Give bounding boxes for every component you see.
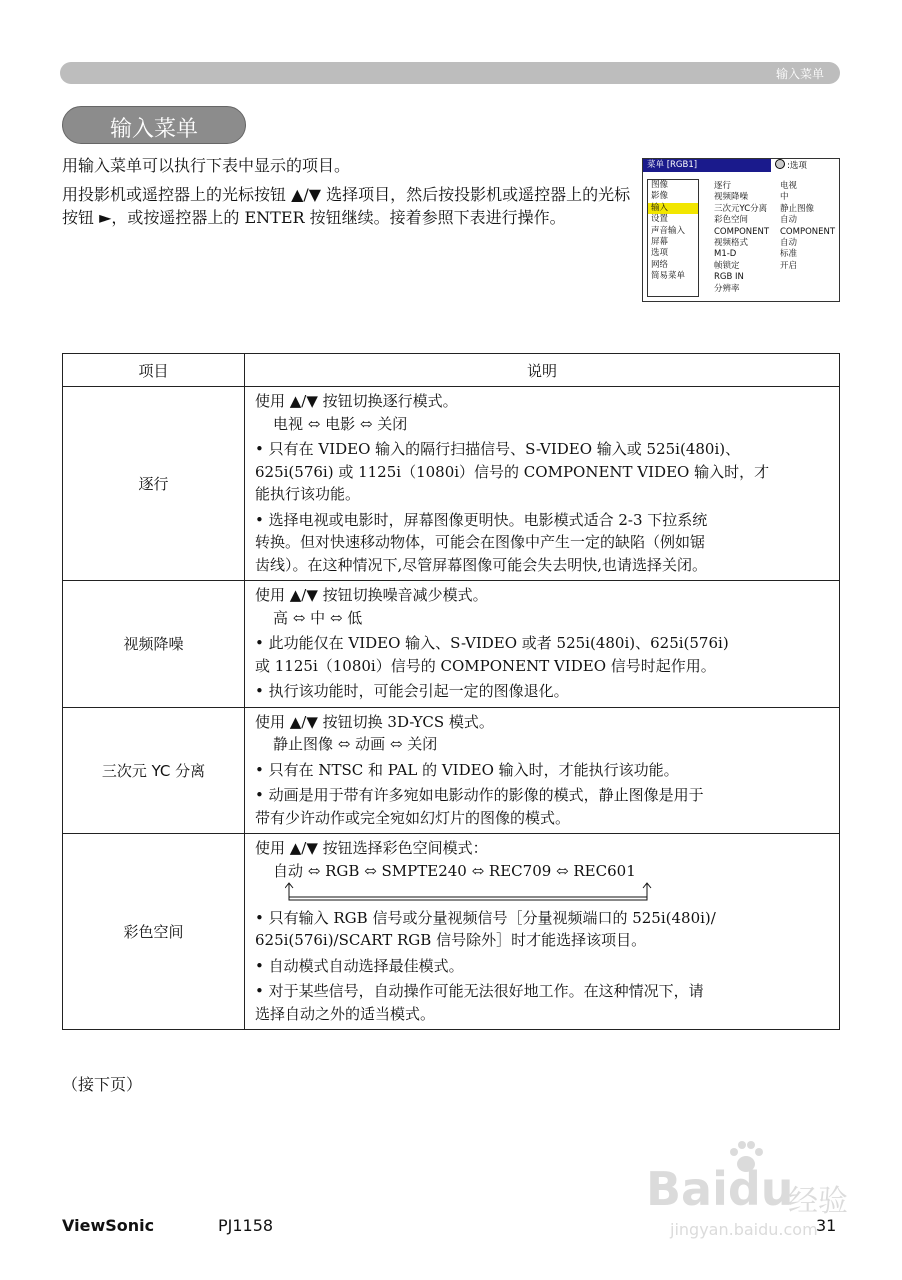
bullet-line: • 对于某些信号，自动操作可能无法很好地工作。在这种情况下，请 bbox=[255, 982, 704, 1000]
menu-category-item: 屏幕 bbox=[651, 236, 669, 247]
column-header-description: 说明 bbox=[245, 354, 840, 387]
row-lead-text: 使用 ▲/▼ 按钮切换噪音减少模式。 bbox=[255, 586, 488, 604]
column-header-item: 项目 bbox=[63, 354, 245, 387]
menu-category-item: 简易菜单 bbox=[651, 271, 686, 282]
mode-cycle-text: 自动 ⬄ RGB ⬄ SMPTE240 ⬄ REC709 ⬄ REC601 bbox=[273, 861, 636, 880]
bullet-line: 625i(576i)/SCART RGB 信号除外］时才能选择该项目。 bbox=[255, 931, 647, 949]
intro-paragraph-2: 用投影机或遥控器上的光标按钮 ▲/▼ 选择项目，然后按投影机或遥控器上的光标按钮 ►，或按遥控器上的 ENTER 按钮继续。接着参照下表进行操作。 bbox=[62, 185, 631, 227]
menu-category-item: 影像 bbox=[651, 191, 669, 202]
row-item-name: 视频降噪 bbox=[63, 581, 245, 708]
section-header-bar bbox=[60, 62, 840, 84]
row-lead-text: 使用 ▲/▼ 按钮切换 3D-YCS 模式。 bbox=[255, 712, 494, 731]
menu-category-item: 输入 bbox=[648, 203, 698, 214]
menu-category-item: 设置 bbox=[651, 214, 669, 225]
bullet-line: • 选择电视或电影时，屏幕图像更明快。电影模式适合 2-3 下拉系统 bbox=[255, 510, 708, 529]
bullet-line: • 此功能仅在 VIDEO 输入、S-VIDEO 或者 525i(480i)、625i(576i) bbox=[255, 634, 729, 652]
menu-category-item: 声音输入 bbox=[651, 225, 686, 236]
page-title: 输入菜单 bbox=[109, 117, 198, 142]
section-header-label: 输入菜单 bbox=[775, 67, 824, 81]
watermark-logo-text: Baidu bbox=[646, 1162, 794, 1216]
page-title-pill bbox=[62, 106, 246, 144]
bullet-note bbox=[255, 438, 833, 506]
footer-model: PJ1158 bbox=[218, 1216, 274, 1235]
bullet-note bbox=[255, 632, 833, 677]
menu-value: 电视 bbox=[780, 181, 798, 191]
intro-paragraph-1: 用输入菜单可以执行下表中显示的项目。 bbox=[62, 156, 351, 175]
bullet-note bbox=[255, 680, 833, 703]
menu-value: 自动 bbox=[780, 237, 798, 248]
page-number: 31 bbox=[816, 1216, 837, 1235]
menu-value: 开启 bbox=[780, 260, 798, 271]
menu-screenshot bbox=[642, 158, 840, 302]
menu-item: 彩色空间 bbox=[714, 215, 749, 226]
table-row bbox=[63, 834, 840, 1030]
bullet-line: • 执行该功能时，可能会引起一定的图像退化。 bbox=[255, 682, 569, 700]
footer-brand: ViewSonic bbox=[62, 1216, 155, 1235]
menu-item: 视频降噪 bbox=[714, 192, 749, 203]
row-item-name: 逐行 bbox=[63, 387, 245, 581]
bullet-line: 能执行该功能。 bbox=[255, 485, 361, 503]
bullet-line: • 只有在 VIDEO 输入的隔行扫描信号、S-VIDEO 输入或 525i(480i)、 bbox=[255, 440, 741, 458]
menu-item: RGB IN bbox=[714, 272, 744, 283]
bullet-line: 或 1125i（1080i）信号的 COMPONENT VIDEO 信号时起作用。 bbox=[255, 656, 716, 675]
menu-value: COMPONENT bbox=[780, 226, 836, 237]
select-button-icon bbox=[775, 159, 785, 169]
row-item-name: 彩色空间 bbox=[63, 834, 245, 1030]
bullet-line: 选择自动之外的适当模式。 bbox=[255, 1004, 436, 1023]
row-description bbox=[245, 581, 840, 708]
menu-screenshot-header bbox=[643, 159, 839, 172]
bullet-line: 齿线）。在这种情况下,尽管屏幕图像可能会失去明快,也请选择关闭。 bbox=[255, 555, 708, 574]
row-description bbox=[245, 834, 840, 1030]
watermark bbox=[640, 1140, 860, 1250]
row-description bbox=[245, 387, 840, 581]
menu-screenshot-title: 菜单 [RGB1] bbox=[647, 160, 698, 170]
menu-item: 三次元YC分离 bbox=[714, 203, 768, 214]
bullet-line: • 自动模式自动选择最佳模式。 bbox=[255, 956, 464, 975]
menu-item: COMPONENT bbox=[714, 226, 770, 237]
menu-item: 帧锁定 bbox=[714, 260, 740, 271]
menu-value-list bbox=[780, 181, 838, 272]
bullet-note bbox=[255, 980, 833, 1025]
watermark-url: jingyan.baidu.com bbox=[670, 1220, 818, 1239]
cycle-return-arrow-icon bbox=[285, 882, 665, 902]
bullet-note bbox=[255, 759, 833, 782]
watermark-cn-text: 经验 bbox=[788, 1184, 848, 1219]
table-row bbox=[63, 581, 840, 708]
bullet-line: • 只有在 NTSC 和 PAL 的 VIDEO 输入时，才能执行该功能。 bbox=[255, 760, 679, 779]
table-row bbox=[63, 707, 840, 834]
mode-cycle bbox=[255, 860, 833, 904]
bullet-line: 625i(576i) 或 1125i（1080i）信号的 COMPONENT VIDEO 输入时，才 bbox=[255, 462, 770, 481]
menu-value: 静止图像 bbox=[780, 203, 815, 214]
menu-category-item: 网络 bbox=[651, 259, 669, 270]
bullet-note bbox=[255, 784, 833, 829]
menu-value: 标准 bbox=[780, 249, 798, 260]
menu-category-item: 选项 bbox=[651, 248, 669, 259]
intro-text bbox=[62, 154, 632, 235]
menu-item: 分辨率 bbox=[714, 283, 740, 294]
menu-item: 视频格式 bbox=[714, 237, 749, 248]
table-header-row bbox=[63, 354, 840, 387]
menu-item-list bbox=[714, 181, 780, 295]
menu-select-hint bbox=[771, 159, 839, 172]
mode-cycle-text: 高 ⬄ 中 ⬄ 低 bbox=[273, 608, 363, 627]
bullet-line: 转换。但对快速移动物体，可能会在图像中产生一定的缺陷（例如锯 bbox=[255, 533, 706, 551]
bullet-note bbox=[255, 509, 833, 577]
continued-note: （接下页） bbox=[62, 1075, 143, 1094]
bullet-note bbox=[255, 955, 833, 978]
menu-value: 自动 bbox=[780, 215, 798, 226]
table-row bbox=[63, 387, 840, 581]
menu-value: 中 bbox=[780, 192, 789, 203]
bullet-line: • 动画是用于带有许多宛如电影动作的影像的模式，静止图像是用于 bbox=[255, 786, 704, 804]
mode-cycle-text: 静止图像 ⬄ 动画 ⬄ 关闭 bbox=[273, 735, 438, 753]
menu-item: 逐行 bbox=[714, 181, 732, 191]
row-lead-text: 使用 ▲/▼ 按钮切换逐行模式。 bbox=[255, 392, 458, 410]
row-lead-text: 使用 ▲/▼ 按钮选择彩色空间模式： bbox=[255, 839, 488, 857]
settings-table bbox=[62, 353, 840, 1030]
mode-cycle-text: 电视 ⬄ 电影 ⬄ 关闭 bbox=[273, 414, 408, 433]
row-description bbox=[245, 707, 840, 834]
bullet-line: • 只有输入 RGB 信号或分量视频信号［分量视频端口的 525i(480i)/ bbox=[255, 908, 716, 927]
menu-select-hint-label: :选项 bbox=[787, 161, 807, 171]
menu-category-item: 图像 bbox=[651, 180, 669, 190]
bullet-line: 带有少许动作或完全宛如幻灯片的图像的模式。 bbox=[255, 808, 571, 827]
menu-category-list bbox=[647, 179, 699, 297]
bullet-note bbox=[255, 907, 833, 952]
menu-item: M1-D bbox=[714, 249, 737, 260]
row-item-name: 三次元 YC 分离 bbox=[63, 707, 245, 834]
